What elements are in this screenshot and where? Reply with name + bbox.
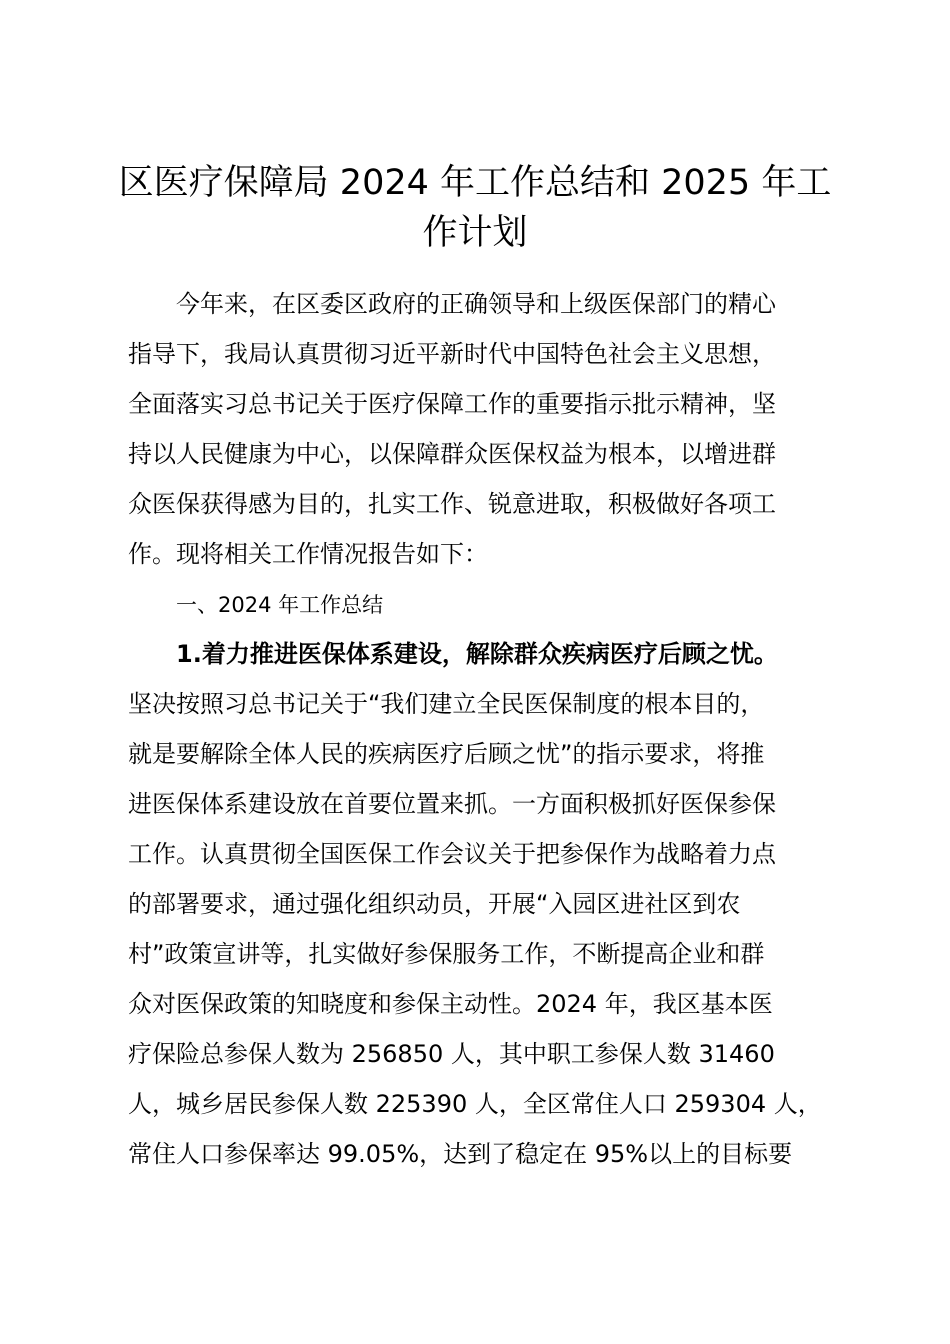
body-line-9: 人，城乡居民参保人数 225390 人，全区常住人口 259304 人， [128, 1090, 822, 1118]
title-line-1: 区医疗保障局 2024 年工作总结和 2025 年工 [118, 163, 832, 203]
body-line-10: 常住人口参保率达 99.05%，达到了稳定在 95%以上的目标要 [128, 1140, 793, 1168]
body-line-5: 的部署要求，通过强化组织动员，开展“入园区进社区到农 [128, 890, 741, 918]
intro-line-6: 作。现将相关工作情况报告如下： [128, 540, 488, 568]
body-line-1: 坚决按照习总书记关于“我们建立全民医保制度的根本目的， [128, 690, 765, 718]
subsection-heading-1: 1.着力推进医保体系建设，解除群众疾病医疗后顾之忧。 [176, 640, 778, 668]
body-line-6: 村”政策宣讲等，扎实做好参保服务工作，不断提高企业和群 [128, 940, 765, 968]
intro-line-3: 全面落实习总书记关于医疗保障工作的重要指示批示精神，坚 [128, 390, 776, 418]
section-heading-1: 一、2024 年工作总结 [176, 593, 384, 617]
document-title [118, 158, 832, 258]
body-line-2: 就是要解除全体人民的疾病医疗后顾之忧”的指示要求，将推 [128, 740, 765, 768]
intro-line-2: 指导下，我局认真贯彻习近平新时代中国特色社会主义思想， [128, 340, 776, 368]
intro-line-1: 今年来，在区委区政府的正确领导和上级医保部门的精心 [176, 290, 776, 318]
body-line-3: 进医保体系建设放在首要位置来抓。一方面积极抓好医保参保 [128, 790, 776, 818]
title-line-2: 作计划 [422, 213, 528, 253]
body-line-7: 众对医保政策的知晓度和参保主动性。2024 年，我区基本医 [128, 990, 773, 1018]
body-line-4: 工作。认真贯彻全国医保工作会议关于把参保作为战略着力点 [128, 840, 776, 868]
intro-line-5: 众医保获得感为目的，扎实工作、锐意进取，积极做好各项工 [128, 490, 776, 518]
intro-line-4: 持以人民健康为中心，以保障群众医保权益为根本，以增进群 [128, 440, 776, 468]
body-line-8: 疗保险总参保人数为 256850 人，其中职工参保人数 31460 [128, 1040, 775, 1068]
